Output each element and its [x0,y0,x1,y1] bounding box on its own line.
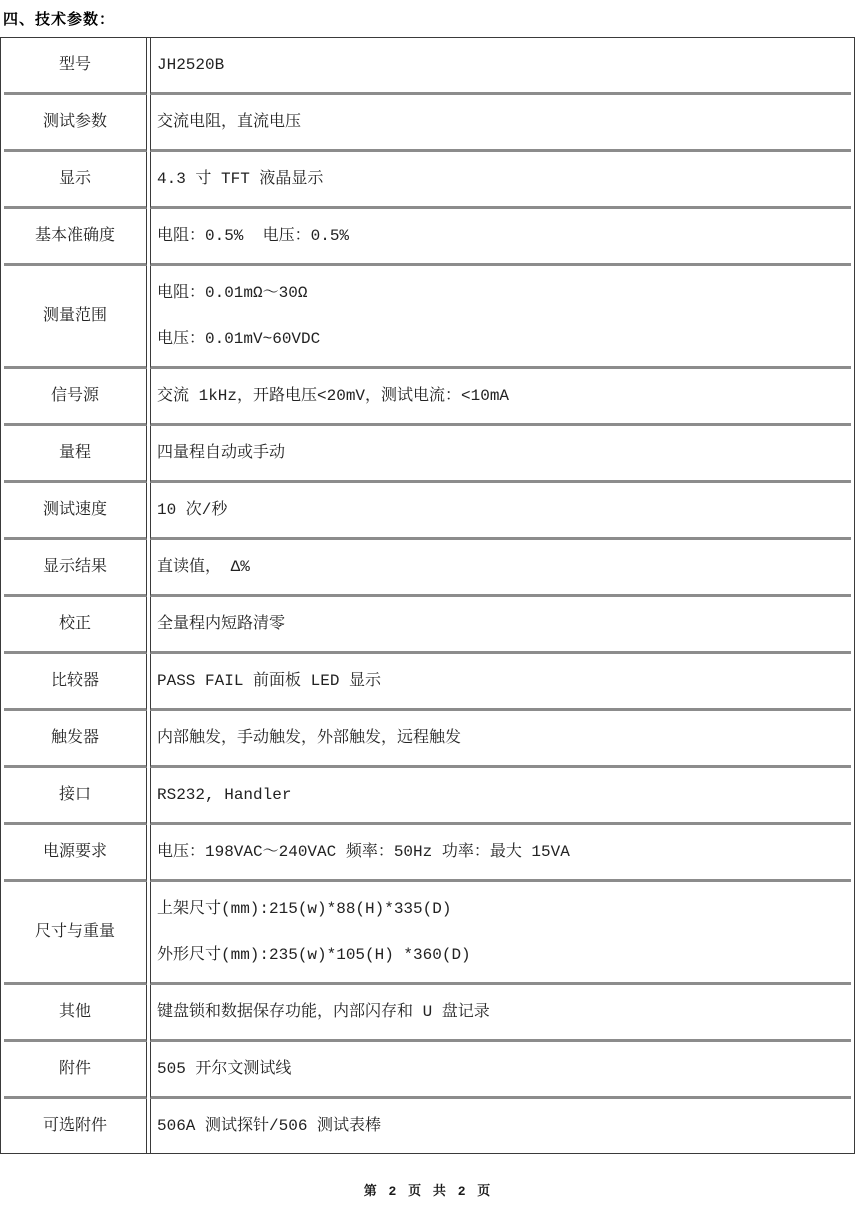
spec-value-line: 4.3 寸 TFT 液晶显示 [157,170,324,188]
spec-value [150,152,851,209]
spec-value [150,38,851,95]
spec-value-line: 506A 测试探针/506 测试表棒 [157,1117,382,1135]
spec-label: 信号源 [4,369,147,426]
spec-label: 测试速度 [4,483,147,540]
table-row [4,1099,851,1153]
spec-value [150,483,851,540]
spec-label: 比较器 [4,654,147,711]
table-row [4,825,851,882]
table-row [4,95,851,152]
table-row [4,266,851,369]
spec-label: 显示 [4,152,147,209]
table-row [4,711,851,768]
spec-label: 校正 [4,597,147,654]
spec-value [150,825,851,882]
spec-label: 附件 [4,1042,147,1099]
spec-value-line: 电压：0.01mV~60VDC [157,330,321,348]
table-row [4,654,851,711]
spec-value [150,882,851,985]
table-row [4,597,851,654]
spec-value [150,1042,851,1099]
spec-value-line: 上架尺寸(mm):215(w)*88(H)*335(D) [157,900,452,918]
spec-value-line: PASS FAIL 前面板 LED 显示 [157,672,382,690]
spec-label: 型号 [4,38,147,95]
spec-value [150,369,851,426]
spec-value-line: JH2520B [157,56,225,74]
spec-value-line: 外形尺寸(mm):235(w)*105(H) *360(D) [157,946,471,964]
spec-value [150,1099,851,1153]
table-row [4,540,851,597]
spec-label: 量程 [4,426,147,483]
spec-value-line: 电压：198VAC～240VAC 频率：50Hz 功率：最大 15VA [157,843,570,861]
spec-label: 可选附件 [4,1099,147,1153]
spec-value [150,540,851,597]
spec-value [150,654,851,711]
spec-label: 测试参数 [4,95,147,152]
spec-value-line: 全量程内短路清零 [157,615,286,633]
table-row [4,483,851,540]
spec-value-line: RS232, Handler [157,786,292,804]
spec-value [150,768,851,825]
spec-value-line: 505 开尔文测试线 [157,1060,292,1078]
page-footer [0,1180,856,1199]
table-row [4,369,851,426]
spec-value [150,426,851,483]
spec-value [150,597,851,654]
spec-value [150,95,851,152]
table-row [4,768,851,825]
spec-label: 尺寸与重量 [4,882,147,985]
table-row [4,1042,851,1099]
table-row [4,209,851,266]
table-row [4,152,851,209]
spec-label: 电源要求 [4,825,147,882]
spec-label: 基本准确度 [4,209,147,266]
spec-table [0,37,855,1154]
spec-label: 其他 [4,985,147,1042]
spec-value-line: 交流电阻，直流电压 [157,113,302,131]
spec-value-line: 四量程自动或手动 [157,444,286,462]
table-row [4,882,851,985]
spec-value-line: 直读值， Δ% [157,558,250,576]
spec-value [150,266,851,369]
spec-value-line: 内部触发，手动触发，外部触发，远程触发 [157,729,462,747]
table-row [4,38,851,95]
spec-label: 触发器 [4,711,147,768]
page-title: 四、技术参数： [3,12,116,29]
spec-value-line: 10 次/秒 [157,501,228,519]
spec-table-body [4,38,851,1153]
spec-value-line: 电阻：0.5% 电压：0.5% [157,227,350,245]
spec-label: 测量范围 [4,266,147,369]
page-number-label: 第 2 页 共 2 页 [363,1184,493,1199]
spec-value-line: 键盘锁和数据保存功能，内部闪存和 U 盘记录 [157,1003,490,1021]
spec-value [150,209,851,266]
spec-value-line: 交流 1kHz，开路电压<20mV，测试电流：<10mA [157,387,510,405]
table-row [4,985,851,1042]
spec-value-line: 电阻：0.01mΩ～30Ω [157,284,308,302]
spec-value [150,711,851,768]
spec-value [150,985,851,1042]
table-row [4,426,851,483]
spec-label: 显示结果 [4,540,147,597]
spec-label: 接口 [4,768,147,825]
